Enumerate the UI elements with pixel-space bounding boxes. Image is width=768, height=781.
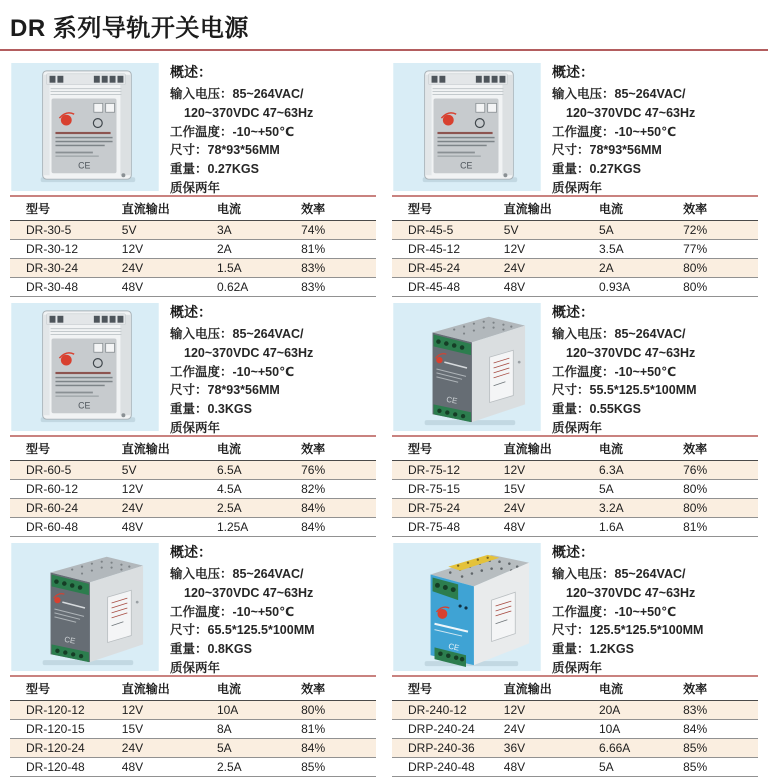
table-row — [10, 739, 376, 758]
overview-title: 概述： — [170, 304, 212, 320]
model-cell: DRP-240-36 — [392, 739, 502, 758]
efficiency-cell: 72% — [681, 221, 758, 240]
table-row — [392, 720, 758, 739]
table-row — [10, 278, 376, 297]
current-cell: 0.93A — [597, 278, 681, 297]
output-cell: 48V — [502, 758, 597, 777]
output-cell: 24V — [502, 720, 597, 739]
col-header-current: 电流 — [215, 436, 299, 461]
table-row — [10, 240, 376, 259]
model-cell: DR-45-48 — [392, 278, 502, 297]
model-cell: DR-120-12 — [10, 701, 120, 720]
table-row — [392, 739, 758, 758]
block-top — [10, 541, 376, 673]
efficiency-cell: 76% — [299, 461, 376, 480]
current-cell: 5A — [215, 739, 299, 758]
efficiency-cell: 83% — [299, 259, 376, 278]
table-row — [392, 221, 758, 240]
current-cell: 5A — [597, 221, 681, 240]
efficiency-cell: 74% — [299, 221, 376, 240]
efficiency-cell: 80% — [299, 701, 376, 720]
spec-table-dr-30 — [10, 195, 376, 297]
model-cell: DR-120-48 — [10, 758, 120, 777]
current-cell: 2.5A — [215, 758, 299, 777]
current-cell: 3A — [215, 221, 299, 240]
product-image-dr-60 — [10, 303, 160, 431]
efficiency-cell: 85% — [681, 758, 758, 777]
model-cell: DR-120-24 — [10, 739, 120, 758]
current-cell: 5A — [597, 758, 681, 777]
spec-table-dr-120 — [10, 675, 376, 777]
table-row — [10, 720, 376, 739]
col-header-dc-output: 直流输出 — [120, 676, 215, 701]
product-image-dr-75 — [392, 303, 542, 431]
col-header-model: 型号 — [392, 196, 502, 221]
current-cell: 2A — [597, 259, 681, 278]
table-row — [392, 480, 758, 499]
efficiency-cell: 85% — [299, 758, 376, 777]
model-cell: DR-30-12 — [10, 240, 120, 259]
model-cell: DR-75-24 — [392, 499, 502, 518]
table-row — [10, 499, 376, 518]
model-cell: DR-30-48 — [10, 278, 120, 297]
table-header-row — [392, 196, 758, 221]
spec-warranty: 质保两年 — [170, 180, 221, 195]
product-block-dr-120 — [10, 541, 376, 777]
spec-input-voltage-cont: 120~370VDC 47~63Hz — [566, 105, 696, 120]
efficiency-cell: 80% — [681, 278, 758, 297]
overview-title: 概述： — [170, 544, 212, 560]
product-block-dr-30 — [10, 61, 376, 297]
col-header-model: 型号 — [10, 436, 120, 461]
product-block-dr-240 — [392, 541, 758, 777]
block-top — [10, 301, 376, 433]
current-cell: 6.3A — [597, 461, 681, 480]
table-row — [392, 461, 758, 480]
col-header-efficiency: 效率 — [681, 676, 758, 701]
block-top — [10, 61, 376, 193]
efficiency-cell: 77% — [681, 240, 758, 259]
efficiency-cell: 84% — [299, 739, 376, 758]
spec-warranty: 质保两年 — [552, 180, 603, 195]
table-row — [392, 499, 758, 518]
spec-warranty: 质保两年 — [170, 420, 221, 435]
output-cell: 48V — [502, 278, 597, 297]
spec-table-dr-45 — [392, 195, 758, 297]
spec-operating-temp: 工作温度：-10~+50℃ — [552, 364, 677, 379]
output-cell: 12V — [120, 240, 215, 259]
spec-input-voltage: 输入电压：85~264VAC/ — [552, 567, 686, 581]
spec-operating-temp: 工作温度：-10~+50℃ — [552, 604, 677, 619]
col-header-dc-output: 直流输出 — [120, 436, 215, 461]
efficiency-cell: 83% — [299, 278, 376, 297]
spec-input-voltage-cont: 120~370VDC 47~63Hz — [566, 585, 696, 600]
output-cell: 15V — [120, 720, 215, 739]
output-cell: 48V — [120, 758, 215, 777]
col-header-model: 型号 — [392, 676, 502, 701]
product-image-dr-120 — [10, 543, 160, 671]
spec-weight: 重量：0.27KGS — [170, 162, 259, 176]
output-cell: 24V — [502, 259, 597, 278]
current-cell: 1.6A — [597, 518, 681, 537]
spec-dimensions: 尺寸：78*93*56MM — [170, 143, 280, 158]
current-cell: 5A — [597, 480, 681, 499]
spec-weight: 重量：0.27KGS — [552, 162, 641, 176]
efficiency-cell: 84% — [299, 499, 376, 518]
block-top — [392, 541, 758, 673]
table-header-row — [10, 436, 376, 461]
spec-dimensions: 尺寸：55.5*125.5*100MM — [552, 383, 697, 398]
overview-dr-120 — [160, 541, 376, 673]
output-cell: 24V — [502, 499, 597, 518]
model-cell: DR-75-48 — [392, 518, 502, 537]
spec-input-voltage: 输入电压：85~264VAC/ — [170, 567, 304, 581]
table-row — [10, 259, 376, 278]
model-cell: DR-60-5 — [10, 461, 120, 480]
spec-input-voltage-cont: 120~370VDC 47~63Hz — [184, 105, 314, 120]
efficiency-cell: 84% — [681, 720, 758, 739]
efficiency-cell: 84% — [299, 518, 376, 537]
col-header-efficiency: 效率 — [681, 436, 758, 461]
table-row — [392, 701, 758, 720]
output-cell: 15V — [502, 480, 597, 499]
output-cell: 5V — [120, 461, 215, 480]
model-cell: DRP-240-48 — [392, 758, 502, 777]
product-image-dr-30 — [10, 63, 160, 191]
table-header-row — [392, 676, 758, 701]
spec-operating-temp: 工作温度：-10~+50℃ — [170, 604, 295, 619]
block-top — [392, 301, 758, 433]
current-cell: 10A — [597, 720, 681, 739]
col-header-current: 电流 — [215, 196, 299, 221]
table-row — [10, 701, 376, 720]
output-cell: 36V — [502, 739, 597, 758]
spec-dimensions: 尺寸：65.5*125.5*100MM — [170, 623, 315, 638]
table-header-row — [392, 436, 758, 461]
col-header-dc-output: 直流输出 — [502, 436, 597, 461]
efficiency-cell: 85% — [681, 739, 758, 758]
spec-table-dr-60 — [10, 435, 376, 537]
model-cell: DR-30-5 — [10, 221, 120, 240]
spec-warranty: 质保两年 — [170, 660, 221, 675]
spec-weight: 重量：1.2KGS — [552, 642, 634, 656]
output-cell: 12V — [120, 480, 215, 499]
col-header-efficiency: 效率 — [681, 196, 758, 221]
spec-input-voltage-cont: 120~370VDC 47~63Hz — [184, 345, 314, 360]
overview-dr-75 — [542, 301, 758, 433]
spec-input-voltage: 输入电压：85~264VAC/ — [552, 87, 686, 101]
output-cell: 12V — [502, 701, 597, 720]
table-row — [10, 461, 376, 480]
overview-title: 概述： — [552, 64, 594, 80]
output-cell: 5V — [120, 221, 215, 240]
efficiency-cell: 80% — [681, 259, 758, 278]
current-cell: 1.25A — [215, 518, 299, 537]
spec-input-voltage-cont: 120~370VDC 47~63Hz — [566, 345, 696, 360]
spec-weight: 重量：0.3KGS — [170, 402, 252, 416]
table-row — [392, 278, 758, 297]
current-cell: 1.5A — [215, 259, 299, 278]
model-cell: DR-60-12 — [10, 480, 120, 499]
output-cell: 12V — [502, 461, 597, 480]
output-cell: 24V — [120, 499, 215, 518]
overview-dr-45 — [542, 61, 758, 193]
table-row — [10, 758, 376, 777]
spec-dimensions: 尺寸：78*93*56MM — [552, 143, 662, 158]
output-cell: 48V — [120, 278, 215, 297]
table-row — [392, 758, 758, 777]
current-cell: 2.5A — [215, 499, 299, 518]
col-header-model: 型号 — [10, 196, 120, 221]
current-cell: 10A — [215, 701, 299, 720]
output-cell: 12V — [502, 240, 597, 259]
product-grid — [10, 61, 758, 781]
current-cell: 6.5A — [215, 461, 299, 480]
col-header-current: 电流 — [597, 196, 681, 221]
spec-input-voltage: 输入电压：85~264VAC/ — [552, 327, 686, 341]
output-cell: 48V — [502, 518, 597, 537]
current-cell: 4.5A — [215, 480, 299, 499]
model-cell: DR-75-12 — [392, 461, 502, 480]
model-cell: DR-60-48 — [10, 518, 120, 537]
col-header-efficiency: 效率 — [299, 676, 376, 701]
table-row — [10, 221, 376, 240]
spec-table-dr-240 — [392, 675, 758, 777]
overview-dr-60 — [160, 301, 376, 433]
spec-weight: 重量：0.55KGS — [552, 402, 641, 416]
col-header-efficiency: 效率 — [299, 196, 376, 221]
overview-dr-30 — [160, 61, 376, 193]
efficiency-cell: 83% — [681, 701, 758, 720]
spec-dimensions: 尺寸：78*93*56MM — [170, 383, 280, 398]
output-cell: 24V — [120, 739, 215, 758]
col-header-model: 型号 — [392, 436, 502, 461]
product-image-dr-45 — [392, 63, 542, 191]
current-cell: 20A — [597, 701, 681, 720]
spec-weight: 重量：0.8KGS — [170, 642, 252, 656]
block-top — [392, 61, 758, 193]
spec-operating-temp: 工作温度：-10~+50℃ — [170, 364, 295, 379]
spec-operating-temp: 工作温度：-10~+50℃ — [552, 124, 677, 139]
spec-input-voltage: 输入电压：85~264VAC/ — [170, 327, 304, 341]
efficiency-cell: 81% — [681, 518, 758, 537]
current-cell: 3.5A — [597, 240, 681, 259]
title-underline — [0, 49, 768, 51]
col-header-efficiency: 效率 — [299, 436, 376, 461]
overview-title: 概述： — [552, 304, 594, 320]
table-header-row — [10, 676, 376, 701]
spec-input-voltage: 输入电压：85~264VAC/ — [170, 87, 304, 101]
model-cell: DR-45-24 — [392, 259, 502, 278]
overview-dr-240 — [542, 541, 758, 673]
model-cell: DR-120-15 — [10, 720, 120, 739]
efficiency-cell: 80% — [681, 499, 758, 518]
spec-table-dr-75 — [392, 435, 758, 537]
product-block-dr-45 — [392, 61, 758, 297]
spec-warranty: 质保两年 — [552, 420, 603, 435]
efficiency-cell: 76% — [681, 461, 758, 480]
model-cell: DR-60-24 — [10, 499, 120, 518]
table-row — [392, 518, 758, 537]
model-cell: DR-45-12 — [392, 240, 502, 259]
model-cell: DR-75-15 — [392, 480, 502, 499]
current-cell: 8A — [215, 720, 299, 739]
col-header-current: 电流 — [215, 676, 299, 701]
overview-title: 概述： — [170, 64, 212, 80]
current-cell: 3.2A — [597, 499, 681, 518]
product-image-dr-240 — [392, 543, 542, 671]
col-header-dc-output: 直流输出 — [502, 676, 597, 701]
model-cell: DR-240-12 — [392, 701, 502, 720]
spec-input-voltage-cont: 120~370VDC 47~63Hz — [184, 585, 314, 600]
product-block-dr-75 — [392, 301, 758, 537]
table-row — [392, 240, 758, 259]
model-cell: DR-45-5 — [392, 221, 502, 240]
overview-title: 概述： — [552, 544, 594, 560]
efficiency-cell: 81% — [299, 240, 376, 259]
col-header-dc-output: 直流输出 — [120, 196, 215, 221]
output-cell: 24V — [120, 259, 215, 278]
current-cell: 2A — [215, 240, 299, 259]
efficiency-cell: 82% — [299, 480, 376, 499]
table-row — [10, 480, 376, 499]
col-header-model: 型号 — [10, 676, 120, 701]
model-cell: DR-30-24 — [10, 259, 120, 278]
model-cell: DRP-240-24 — [392, 720, 502, 739]
col-header-dc-output: 直流输出 — [502, 196, 597, 221]
efficiency-cell: 81% — [299, 720, 376, 739]
efficiency-cell: 80% — [681, 480, 758, 499]
page-title: DR 系列导轨开关电源 — [10, 15, 249, 42]
table-row — [392, 259, 758, 278]
current-cell: 6.66A — [597, 739, 681, 758]
current-cell: 0.62A — [215, 278, 299, 297]
output-cell: 12V — [120, 701, 215, 720]
col-header-current: 电流 — [597, 676, 681, 701]
output-cell: 5V — [502, 221, 597, 240]
table-header-row — [10, 196, 376, 221]
spec-warranty: 质保两年 — [552, 660, 603, 675]
spec-operating-temp: 工作温度：-10~+50℃ — [170, 124, 295, 139]
col-header-current: 电流 — [597, 436, 681, 461]
product-block-dr-60 — [10, 301, 376, 537]
spec-dimensions: 尺寸：125.5*125.5*100MM — [552, 623, 704, 638]
output-cell: 48V — [120, 518, 215, 537]
table-row — [10, 518, 376, 537]
